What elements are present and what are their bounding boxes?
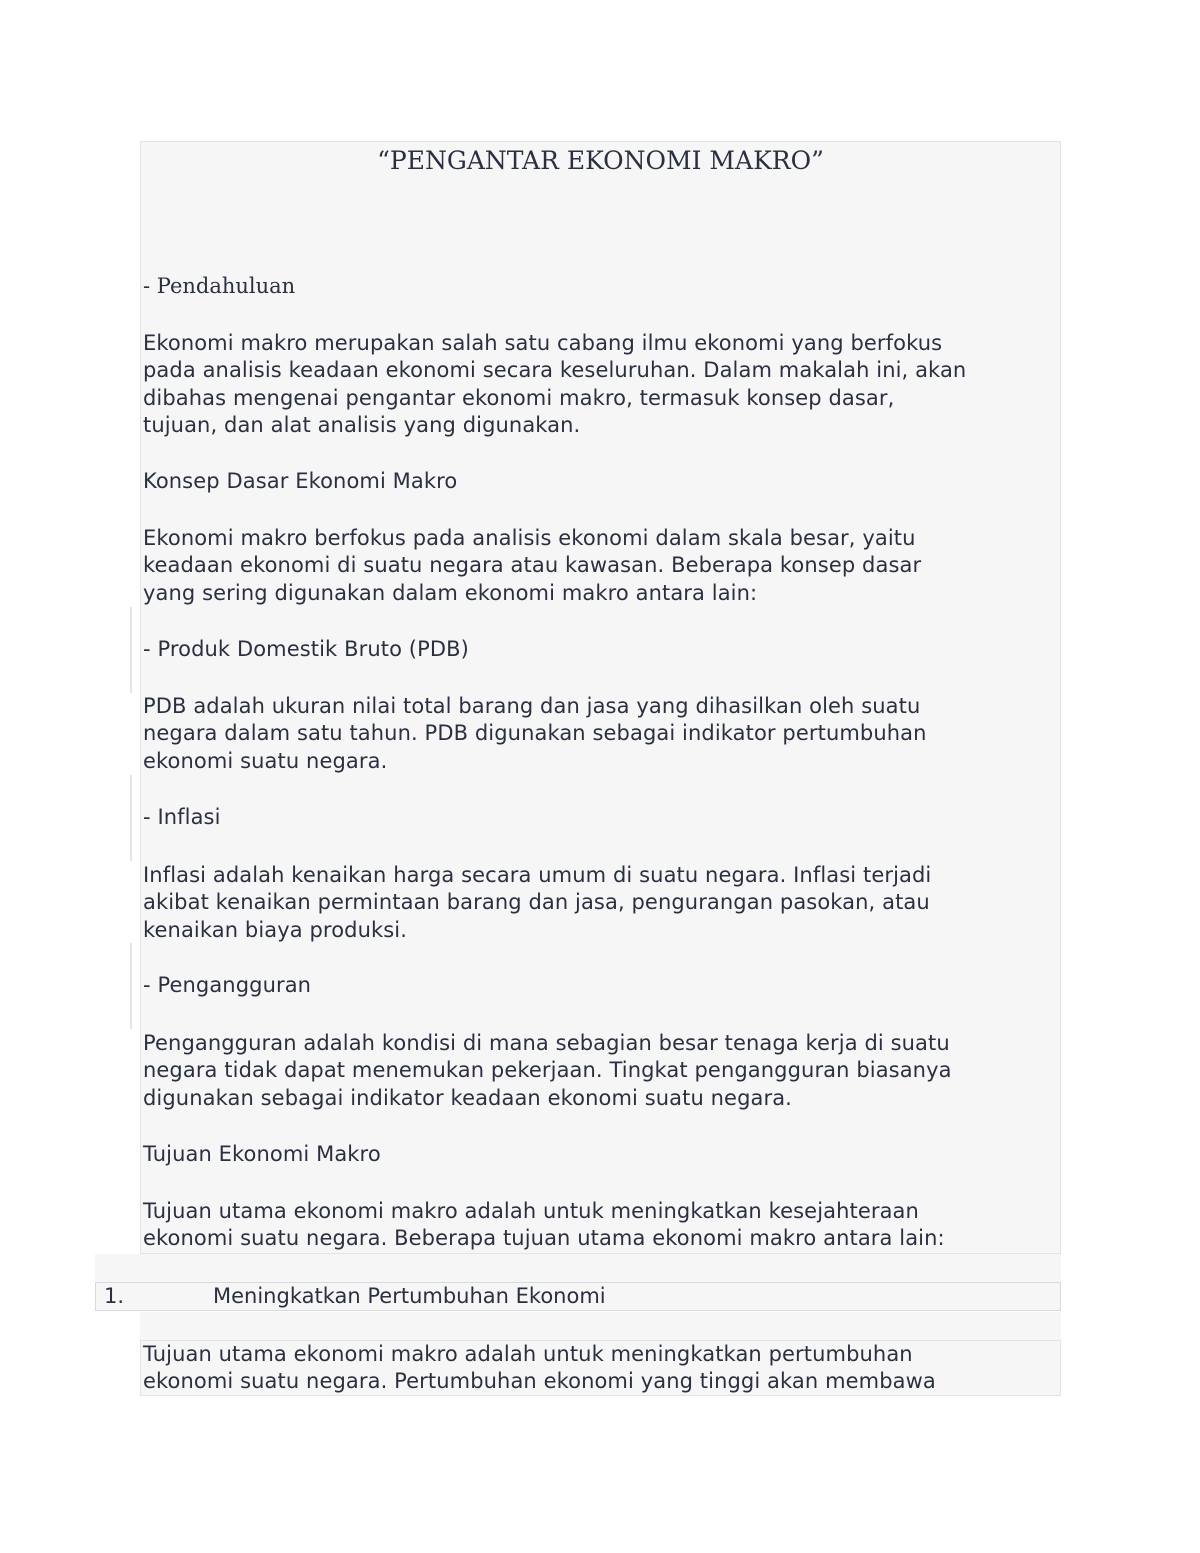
inflation-heading: - Inflasi (143, 805, 221, 829)
paragraph-line: Inflasi adalah kenaikan harga secara umum di suatu negara. Inflasi terjadi (143, 863, 932, 887)
unemployment-paragraph (143, 1030, 1058, 1112)
paragraph-line: ekonomi suatu negara. Beberapa tujuan utama ekonomi makro antara lain: (143, 1226, 945, 1251)
paragraph-line: Ekonomi makro berfokus pada analisis ekonomi dalam skala besar, yaitu (143, 526, 916, 550)
goal-heading: Tujuan Ekonomi Makro (143, 1142, 381, 1166)
paragraph-line: tujuan, dan alat analisis yang digunakan. (143, 412, 581, 437)
concept-paragraph (143, 525, 1058, 607)
goal-paragraph (143, 1198, 1058, 1253)
paragraph-line: digunakan sebagai indikator keadaan ekonomi suatu negara. (143, 1085, 792, 1110)
paragraph-line: PDB adalah ukuran nilai total barang dan jasa yang dihasilkan oleh suatu (143, 694, 921, 718)
intro-heading: - Pendahuluan (143, 274, 296, 298)
paragraph-line: pada analisis keadaan ekonomi secara keseluruhan. Dalam makalah ini, akan (143, 358, 967, 383)
margin-bar (130, 943, 132, 1029)
paragraph-line: keadaan ekonomi di suatu negara atau kawasan. Beberapa konsep dasar (143, 553, 922, 578)
margin-bar (130, 607, 132, 693)
paragraph-line: ekonomi suatu negara. Pertumbuhan ekonomi yang tinggi akan membawa (143, 1369, 936, 1394)
list-spacer (95, 1254, 1061, 1282)
paragraph-line: Tujuan utama ekonomi makro adalah untuk meningkatkan pertumbuhan (143, 1342, 913, 1366)
paragraph-line: Ekonomi makro merupakan salah satu cabang ilmu ekonomi yang berfokus (143, 331, 943, 355)
list-spacer (140, 1312, 1061, 1340)
growth-paragraph (143, 1341, 1058, 1396)
margin-bar (130, 775, 132, 861)
list-item-label: Meningkatkan Pertumbuhan Ekonomi (213, 1284, 606, 1308)
list-item-number: 1. (104, 1284, 125, 1308)
intro-paragraph (143, 330, 1058, 439)
paragraph-line: kenaikan biaya produksi. (143, 917, 407, 942)
inflation-paragraph (143, 862, 1058, 944)
paragraph-line: akibat kenaikan permintaan barang dan jasa, pengurangan pasokan, atau (143, 890, 930, 915)
pdb-heading: - Produk Domestik Bruto (PDB) (143, 637, 469, 661)
document-title: “PENGANTAR EKONOMI MAKRO” (377, 146, 824, 175)
paragraph-line: negara tidak dapat menemukan pekerjaan. Tingkat pengangguran biasanya (143, 1058, 952, 1083)
paragraph-line: dibahas mengenai pengantar ekonomi makro, termasuk konsep dasar, (143, 385, 895, 410)
paragraph-line: yang sering digunakan dalam ekonomi makro antara lain: (143, 580, 758, 605)
paragraph-line: Pengangguran adalah kondisi di mana sebagian besar tenaga kerja di suatu (143, 1031, 950, 1055)
unemployment-heading: - Pengangguran (143, 973, 312, 997)
paragraph-line: negara dalam satu tahun. PDB digunakan sebagai indikator pertumbuhan (143, 721, 927, 746)
paragraph-line: ekonomi suatu negara. (143, 748, 388, 773)
paragraph-line: Tujuan utama ekonomi makro adalah untuk meningkatkan kesejahteraan (143, 1199, 919, 1223)
concept-heading: Konsep Dasar Ekonomi Makro (143, 469, 458, 493)
pdb-paragraph (143, 693, 1058, 775)
